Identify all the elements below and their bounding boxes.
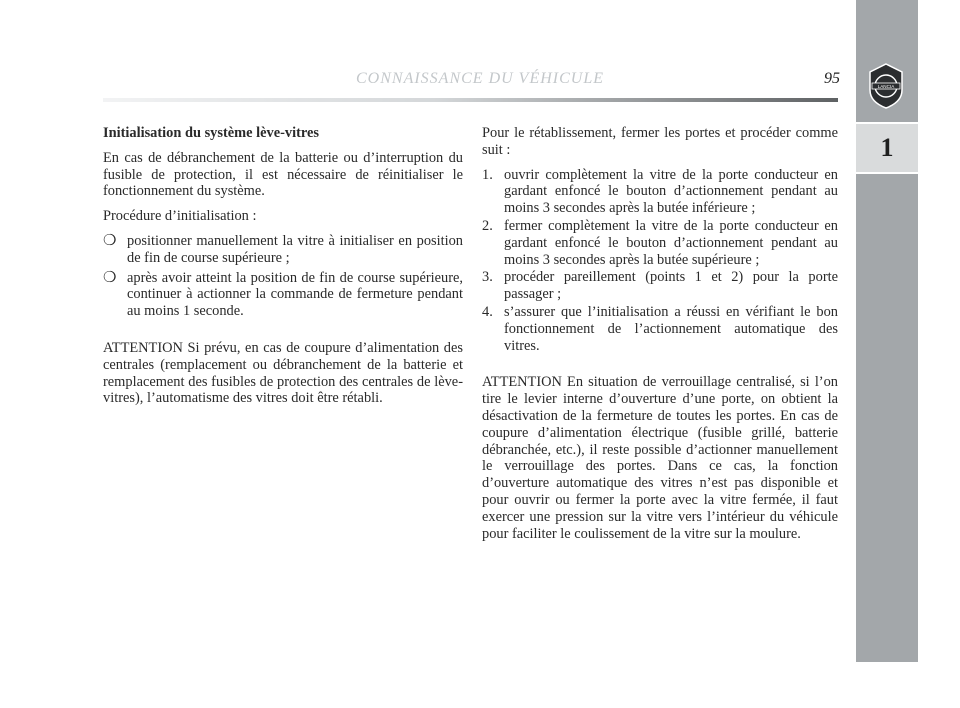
sidebar-divider xyxy=(856,172,918,174)
chapter-number: 1 xyxy=(856,124,918,172)
section-heading: Initialisation du système lève-vitres xyxy=(103,125,319,141)
right-column xyxy=(482,125,838,550)
left-column xyxy=(103,125,463,415)
paragraph: Pour le rétablissement, fermer les portes et procéder comme suit : xyxy=(482,125,838,158)
chapter-sidebar xyxy=(856,0,918,662)
list-item-text: positionner manuellement la vitre à initialiser en position de fin de course supérieure ; xyxy=(127,232,463,266)
list-number: 4. xyxy=(482,303,493,320)
list-item-text: ouvrir complètement la vitre de la porte conducteur en gardant enfoncé le bouton d’actionnement pendant au moins 3 secondes après la butée inférieure ; xyxy=(504,166,838,217)
circle-bullet-icon: ❍ xyxy=(103,269,117,286)
page-number: 95 xyxy=(824,70,840,87)
list-item-text: fermer complètement la vitre de la porte conducteur en gardant enfoncé le bouton d’actionnement pendant au moins 3 secondes après la butée supérieure ; xyxy=(504,217,838,268)
list-item xyxy=(482,269,838,303)
list-item xyxy=(103,270,463,320)
list-item xyxy=(482,218,838,268)
paragraph: Procédure d’initialisation : xyxy=(103,208,257,225)
list-item-text: procéder pareillement (points 1 et 2) pour la porte passager ; xyxy=(504,269,838,303)
list-item xyxy=(482,167,838,217)
list-number: 1. xyxy=(482,166,493,183)
logo-text: LANCIA xyxy=(877,84,895,89)
attention-note: ATTENTION En situation de verrouillage centralisé, si l’on tire le levier interne d’ouverture d’une porte, on obtient la désactivation de la fermeture de toutes les portes. En cas de coupure d’alimentation électrique (fusible grillé, batterie débranchée, etc.), il reste possible d’actionner manuellement le verrouillage des portes. Dans ce cas, la fonction d’ouverture automatique des vitres n’est pas disponible et pour ouvrir ou fermer la porte avec la vitre fermée, il faut exercer une pression sur la vitre vers l’intérieur du véhicule pour faciliter le coulissement de la vitre sur la moulure. xyxy=(482,374,838,542)
section-title: CONNAISSANCE DU VÉHICULE xyxy=(356,70,604,87)
brand-logo-icon xyxy=(866,62,906,110)
bullet-list xyxy=(103,233,463,320)
paragraph: En cas de débranchement de la batterie ou d’interruption du fusible de protection, il est nécessaire de réinitialiser le fonctionnement du système. xyxy=(103,149,463,200)
list-item-text: s’assurer que l’initialisation a réussi en vérifiant le bon fonctionnement de l’actionnement automatique des vitres. xyxy=(504,303,838,354)
list-item xyxy=(482,304,838,354)
numbered-list xyxy=(482,167,838,355)
circle-bullet-icon: ❍ xyxy=(103,232,117,249)
list-item xyxy=(103,233,463,267)
list-item-text: après avoir atteint la position de fin de course supérieure, continuer à actionner la commande de fermeture pendant au moins 1 seconde. xyxy=(127,269,463,320)
list-number: 3. xyxy=(482,269,493,286)
header-rule xyxy=(103,98,838,102)
list-number: 2. xyxy=(482,217,493,234)
attention-note: ATTENTION Si prévu, en cas de coupure d’alimentation des centrales (remplacement ou débranchement de la batterie et remplacement des fusibles de protection des centrales de lève-vitres), l’automatisme des vitres doit être rétabli. xyxy=(103,339,463,407)
